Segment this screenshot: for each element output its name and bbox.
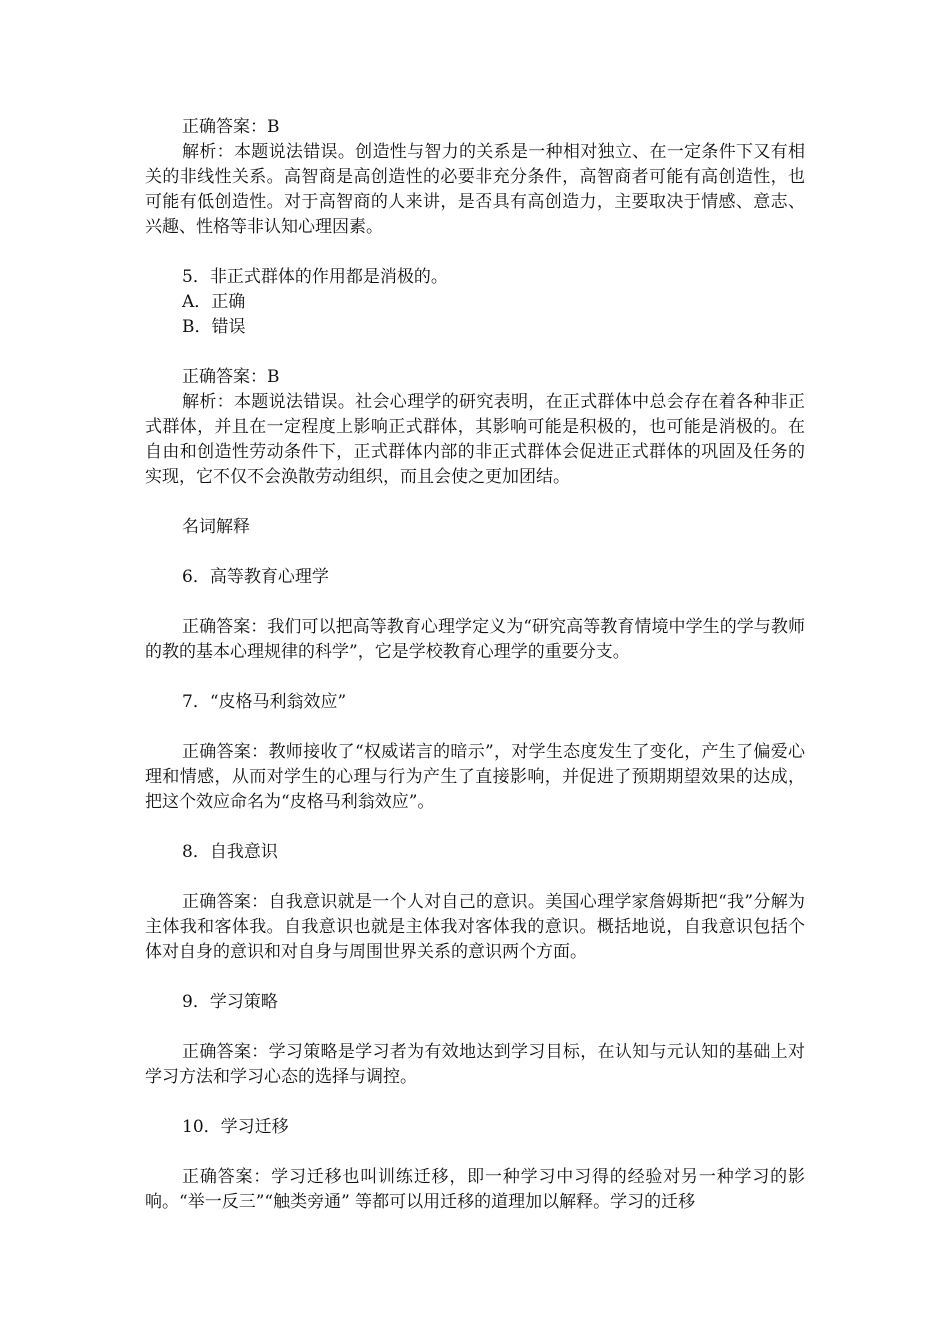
spacer — [145, 1140, 805, 1165]
explanation-paragraph: 解析：本题说法错误。创造性与智力的关系是一种相对独立、在一定条件下又有相关的非线性关系。高智商是高创造性的必要非充分条件，高智商者可能有高创造性，也可能有低创造性。对于高智商的人来讲，是否具有高创造力，主要取决于情感、意志、兴趣、性格等非认知心理因素。 — [145, 142, 805, 237]
spacer — [145, 715, 805, 740]
answer-paragraph: 正确答案：学习策略是学习者为有效地达到学习目标，在认知与元认知的基础上对学习方法和学习心态的选择与调控。 — [145, 1042, 805, 1087]
answer-paragraph: 正确答案：自我意识就是一个人对自己的意识。美国心理学家詹姆斯把“我”分解为主体我和客体我。自我意识也就是主体我对客体我的意识。概括地说，自我意识包括个体对自身的意识和对自身与周围世界关系的意识两个方面。 — [145, 892, 805, 962]
answer-line: 正确答案：B — [182, 367, 280, 387]
question-5: 5．非正式群体的作用都是消极的。 — [182, 267, 448, 287]
spacer — [145, 1090, 805, 1115]
explanation-paragraph: 解析：本题说法错误。社会心理学的研究表明，在正式群体中总会存在着各种非正式群体，并且在一定程度上影响正式群体，其影响可能是积极的，也可能是消极的。在自由和创造性劳动条件下，正式群体内部的非正式群体会促进正式群体的巩固及任务的实现，它不仅不会涣散劳动组织，而且会使之更加团结。 — [145, 392, 805, 487]
section-heading: 名词解释 — [182, 517, 250, 537]
spacer — [145, 340, 805, 365]
spacer — [145, 665, 805, 690]
option-b: B．错误 — [182, 317, 246, 337]
spacer — [145, 865, 805, 890]
question-6: 6．高等教育心理学 — [182, 567, 329, 587]
question-8: 8．自我意识 — [182, 842, 278, 862]
spacer — [145, 540, 805, 565]
option-a: A．正确 — [182, 292, 246, 312]
question-9: 9．学习策略 — [182, 992, 278, 1012]
question-7: 7．“皮格马利翁效应” — [182, 692, 347, 712]
spacer — [145, 965, 805, 990]
spacer — [145, 240, 805, 265]
answer-line: 正确答案：B — [182, 117, 280, 137]
answer-paragraph: 正确答案：学习迁移也叫训练迁移，即一种学习中习得的经验对另一种学习的影响。“举一反三”“触类旁通” 等都可以用迁移的道理加以解释。学习的迁移 — [145, 1167, 805, 1212]
answer-paragraph: 正确答案：我们可以把高等教育心理学定义为“研究高等教育情境中学生的学与教师的教的基本心理规律的科学”，它是学校教育心理学的重要分支。 — [145, 617, 805, 662]
answer-paragraph: 正确答案：教师接收了“权威诺言的暗示”，对学生态度发生了变化，产生了偏爱心理和情感，从而对学生的心理与行为产生了直接影响，并促进了预期期望效果的达成，把这个效应命名为“皮格马利翁效应”。 — [145, 742, 805, 812]
spacer — [145, 490, 805, 515]
question-10: 10．学习迁移 — [182, 1117, 289, 1137]
spacer — [145, 590, 805, 615]
spacer — [145, 815, 805, 840]
spacer — [145, 1015, 805, 1040]
